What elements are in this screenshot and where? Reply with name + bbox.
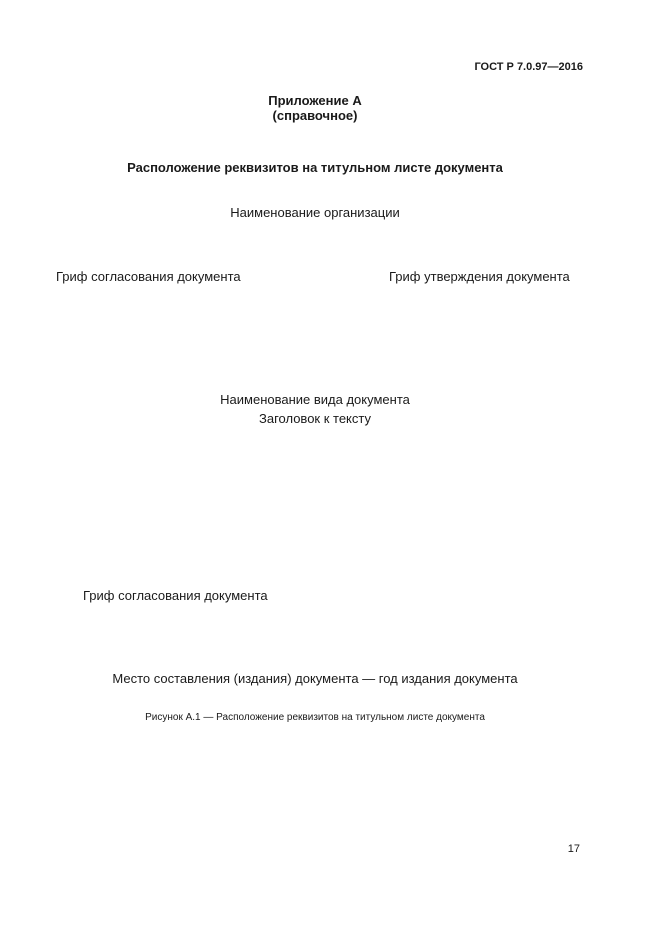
approval-grif-right: Гриф утверждения документа xyxy=(389,269,570,284)
text-title: Заголовок к тексту xyxy=(258,411,371,426)
page-number: 17 xyxy=(567,843,580,855)
document-kind-block xyxy=(0,390,630,428)
approval-grif-left: Гриф согласования документа xyxy=(56,269,241,284)
organization-name: Наименование организации xyxy=(230,205,400,220)
annex-title-block xyxy=(0,93,630,123)
annex-subtitle: (справочное) xyxy=(272,108,358,123)
document-kind: Наименование вида документа xyxy=(220,392,410,407)
place-and-year: Место составления (издания) документа — год издания документа xyxy=(112,671,518,686)
approval-grif-bottom: Гриф согласования документа xyxy=(83,588,268,603)
standard-code: ГОСТ Р 7.0.97—2016 xyxy=(474,61,583,73)
figure-caption: Рисунок А.1 — Расположение реквизитов на титульном листе документа xyxy=(145,712,485,723)
annex-title: Приложение А xyxy=(268,93,362,108)
section-heading: Расположение реквизитов на титульном листе документа xyxy=(127,160,503,175)
